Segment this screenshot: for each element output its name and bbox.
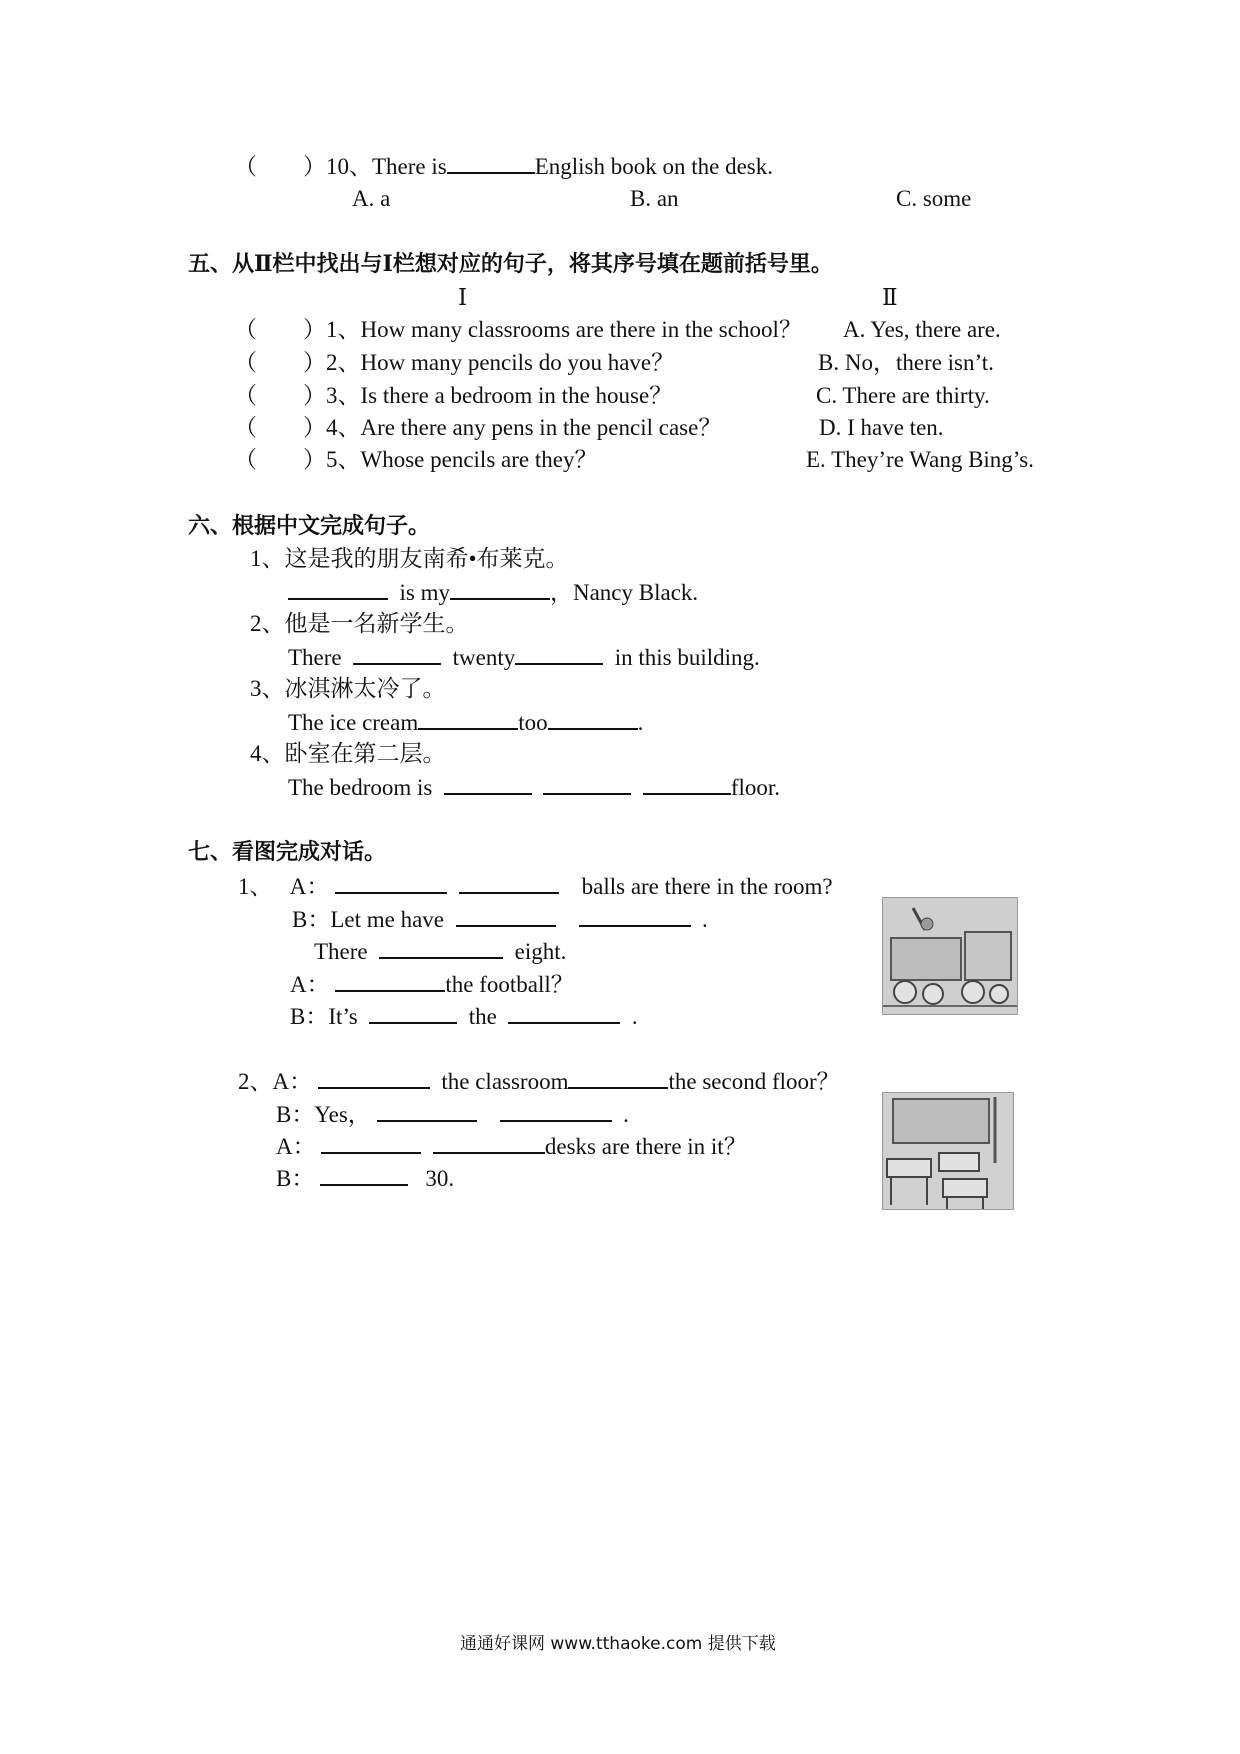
dialog-text: B：It’s (290, 1004, 358, 1029)
answer-blank[interactable] (548, 708, 638, 730)
dialog-text: desks are there in it？ (544, 1134, 747, 1159)
dialog-2-line-4 (276, 1164, 454, 1193)
dialog-text: the second floor？ (668, 1069, 840, 1094)
answer-blank[interactable] (515, 643, 603, 665)
answer-blank[interactable] (320, 1164, 408, 1186)
answer-blank[interactable] (418, 708, 518, 730)
match-item-1 (234, 316, 802, 344)
dialog-1-line-1 (238, 872, 833, 901)
s6-text: ，Nancy Black. (549, 580, 699, 605)
dialog-2-line-3 (276, 1132, 747, 1161)
match-answer-d: D. I have ten. (819, 415, 944, 440)
answer-blank[interactable] (318, 1067, 430, 1089)
answer-blank[interactable] (321, 1132, 421, 1154)
dialog-text: There (314, 939, 368, 964)
dialog-1-line-2 (292, 905, 708, 934)
dialog-text: eight. (514, 939, 567, 964)
s6-text: floor. (730, 775, 781, 800)
match-answer-b: B. No，there isn’t. (818, 350, 994, 375)
answer-blank[interactable] (335, 872, 447, 894)
s6-item-3-chinese: 3、冰淇淋太冷了。 (250, 676, 446, 701)
match-answer-c: C. There are thirty. (816, 383, 990, 408)
match-item-2 (234, 349, 674, 377)
match-question: 5、Whose pencils are they？ (326, 447, 598, 472)
answer-blank[interactable] (579, 905, 691, 927)
answer-blank[interactable] (444, 773, 532, 795)
answer-blank[interactable] (335, 970, 445, 992)
picture-room-balls (882, 897, 1018, 1015)
answer-blank[interactable] (456, 905, 556, 927)
picture-classroom-desks (882, 1092, 1014, 1210)
s6-text: . (637, 710, 644, 735)
s6-text: The ice cream (288, 710, 419, 735)
answer-paren[interactable]: （ ） (234, 383, 326, 408)
dialog-text: 2、A： (238, 1069, 313, 1094)
dialog-text: the football？ (445, 972, 574, 997)
s6-item-4-english (288, 773, 780, 802)
dialog-1-line-4 (290, 970, 574, 999)
dialog-1-line-3 (314, 937, 566, 966)
match-answer-a: A. Yes, there are. (843, 317, 1001, 342)
s6-item-1-english (288, 578, 698, 607)
answer-blank[interactable] (447, 152, 535, 174)
s6-text: There (288, 645, 342, 670)
answer-blank[interactable] (508, 1002, 620, 1024)
answer-blank[interactable] (353, 643, 441, 665)
q10-post: English book on the desk. (534, 154, 774, 179)
dialog-2-line-1 (238, 1067, 840, 1096)
column-2-header: Ⅱ (882, 285, 898, 310)
s6-item-2-chinese: 2、他是一名新学生。 (250, 611, 469, 636)
answer-paren[interactable]: （ ） (234, 447, 326, 472)
match-question: 1、How many classrooms are there in the school？ (326, 317, 802, 342)
dialog-text: . (631, 1004, 638, 1029)
answer-blank[interactable] (450, 578, 550, 600)
answer-blank[interactable] (377, 1100, 477, 1122)
page-footer: 通通好课网 www.tthaoke.com 提供下载 (460, 1634, 776, 1654)
answer-blank[interactable] (369, 1002, 457, 1024)
answer-paren[interactable]: （ ） (234, 350, 326, 375)
s6-item-2-english (288, 643, 760, 672)
dialog-text: B：Let me have (292, 907, 445, 932)
match-question: 3、Is there a bedroom in the house？ (326, 383, 673, 408)
q10-option-b: B. an (630, 186, 679, 211)
answer-paren[interactable]: （ ） (234, 154, 326, 179)
s6-item-4-chinese: 4、卧室在第二层。 (250, 741, 446, 766)
s6-item-3-english (288, 708, 643, 737)
dialog-text: 30. (425, 1166, 455, 1191)
s6-text: too (518, 710, 548, 735)
dialog-2-line-2 (276, 1100, 629, 1129)
dialog-text: the (468, 1004, 497, 1029)
q10-option-c: C. some (896, 186, 972, 211)
answer-blank[interactable] (433, 1132, 545, 1154)
answer-blank[interactable] (643, 773, 731, 795)
answer-blank[interactable] (379, 937, 503, 959)
s6-item-1-chinese: 1、这是我的朋友南希•布莱克。 (250, 546, 569, 571)
dialog-text: the classroom (441, 1069, 569, 1094)
match-answer-e: E. They’re Wang Bing’s. (806, 447, 1034, 472)
match-item-4 (234, 414, 721, 442)
column-1-header: Ⅰ (458, 285, 468, 310)
speaker: A： (289, 874, 330, 899)
section-6-title: 六、根据中文完成句子。 (188, 513, 431, 539)
match-question: 2、How many pencils do you have？ (326, 350, 675, 375)
dialog-text: . (623, 1102, 629, 1127)
match-item-3 (234, 382, 672, 410)
section-5-title: 五、从Ⅱ栏中找出与Ⅰ栏想对应的句子，将其序号填在题前括号里。 (188, 251, 833, 277)
q10-number: 10、 (326, 154, 372, 179)
answer-blank[interactable] (543, 773, 631, 795)
match-item-5 (234, 446, 597, 474)
dialog-text: B：Yes， (276, 1102, 371, 1127)
s6-text: in this building. (614, 645, 760, 670)
dialog-1-line-5 (290, 1002, 638, 1031)
dialog-text: . (702, 907, 708, 932)
s6-text: twenty (452, 645, 516, 670)
speaker: A： (276, 1134, 316, 1159)
answer-blank[interactable] (500, 1100, 612, 1122)
speaker: A： (290, 972, 330, 997)
answer-paren[interactable]: （ ） (234, 317, 326, 342)
dialog-number: 1、 (238, 874, 273, 899)
answer-blank[interactable] (288, 578, 388, 600)
s6-text: The bedroom is (288, 775, 433, 800)
match-question: 4、Are there any pens in the pencil case？ (326, 415, 722, 440)
q10-option-a: A. a (352, 186, 391, 211)
s6-text: is my (399, 580, 450, 605)
answer-blank[interactable] (459, 872, 559, 894)
q10-pre: There is (372, 154, 447, 179)
dialog-text: balls are there in the room? (581, 874, 833, 899)
answer-paren[interactable]: （ ） (234, 415, 326, 440)
section-7-title: 七、看图完成对话。 (188, 839, 387, 865)
answer-blank[interactable] (568, 1067, 668, 1089)
speaker: B： (276, 1166, 315, 1191)
q10-line (234, 152, 773, 181)
